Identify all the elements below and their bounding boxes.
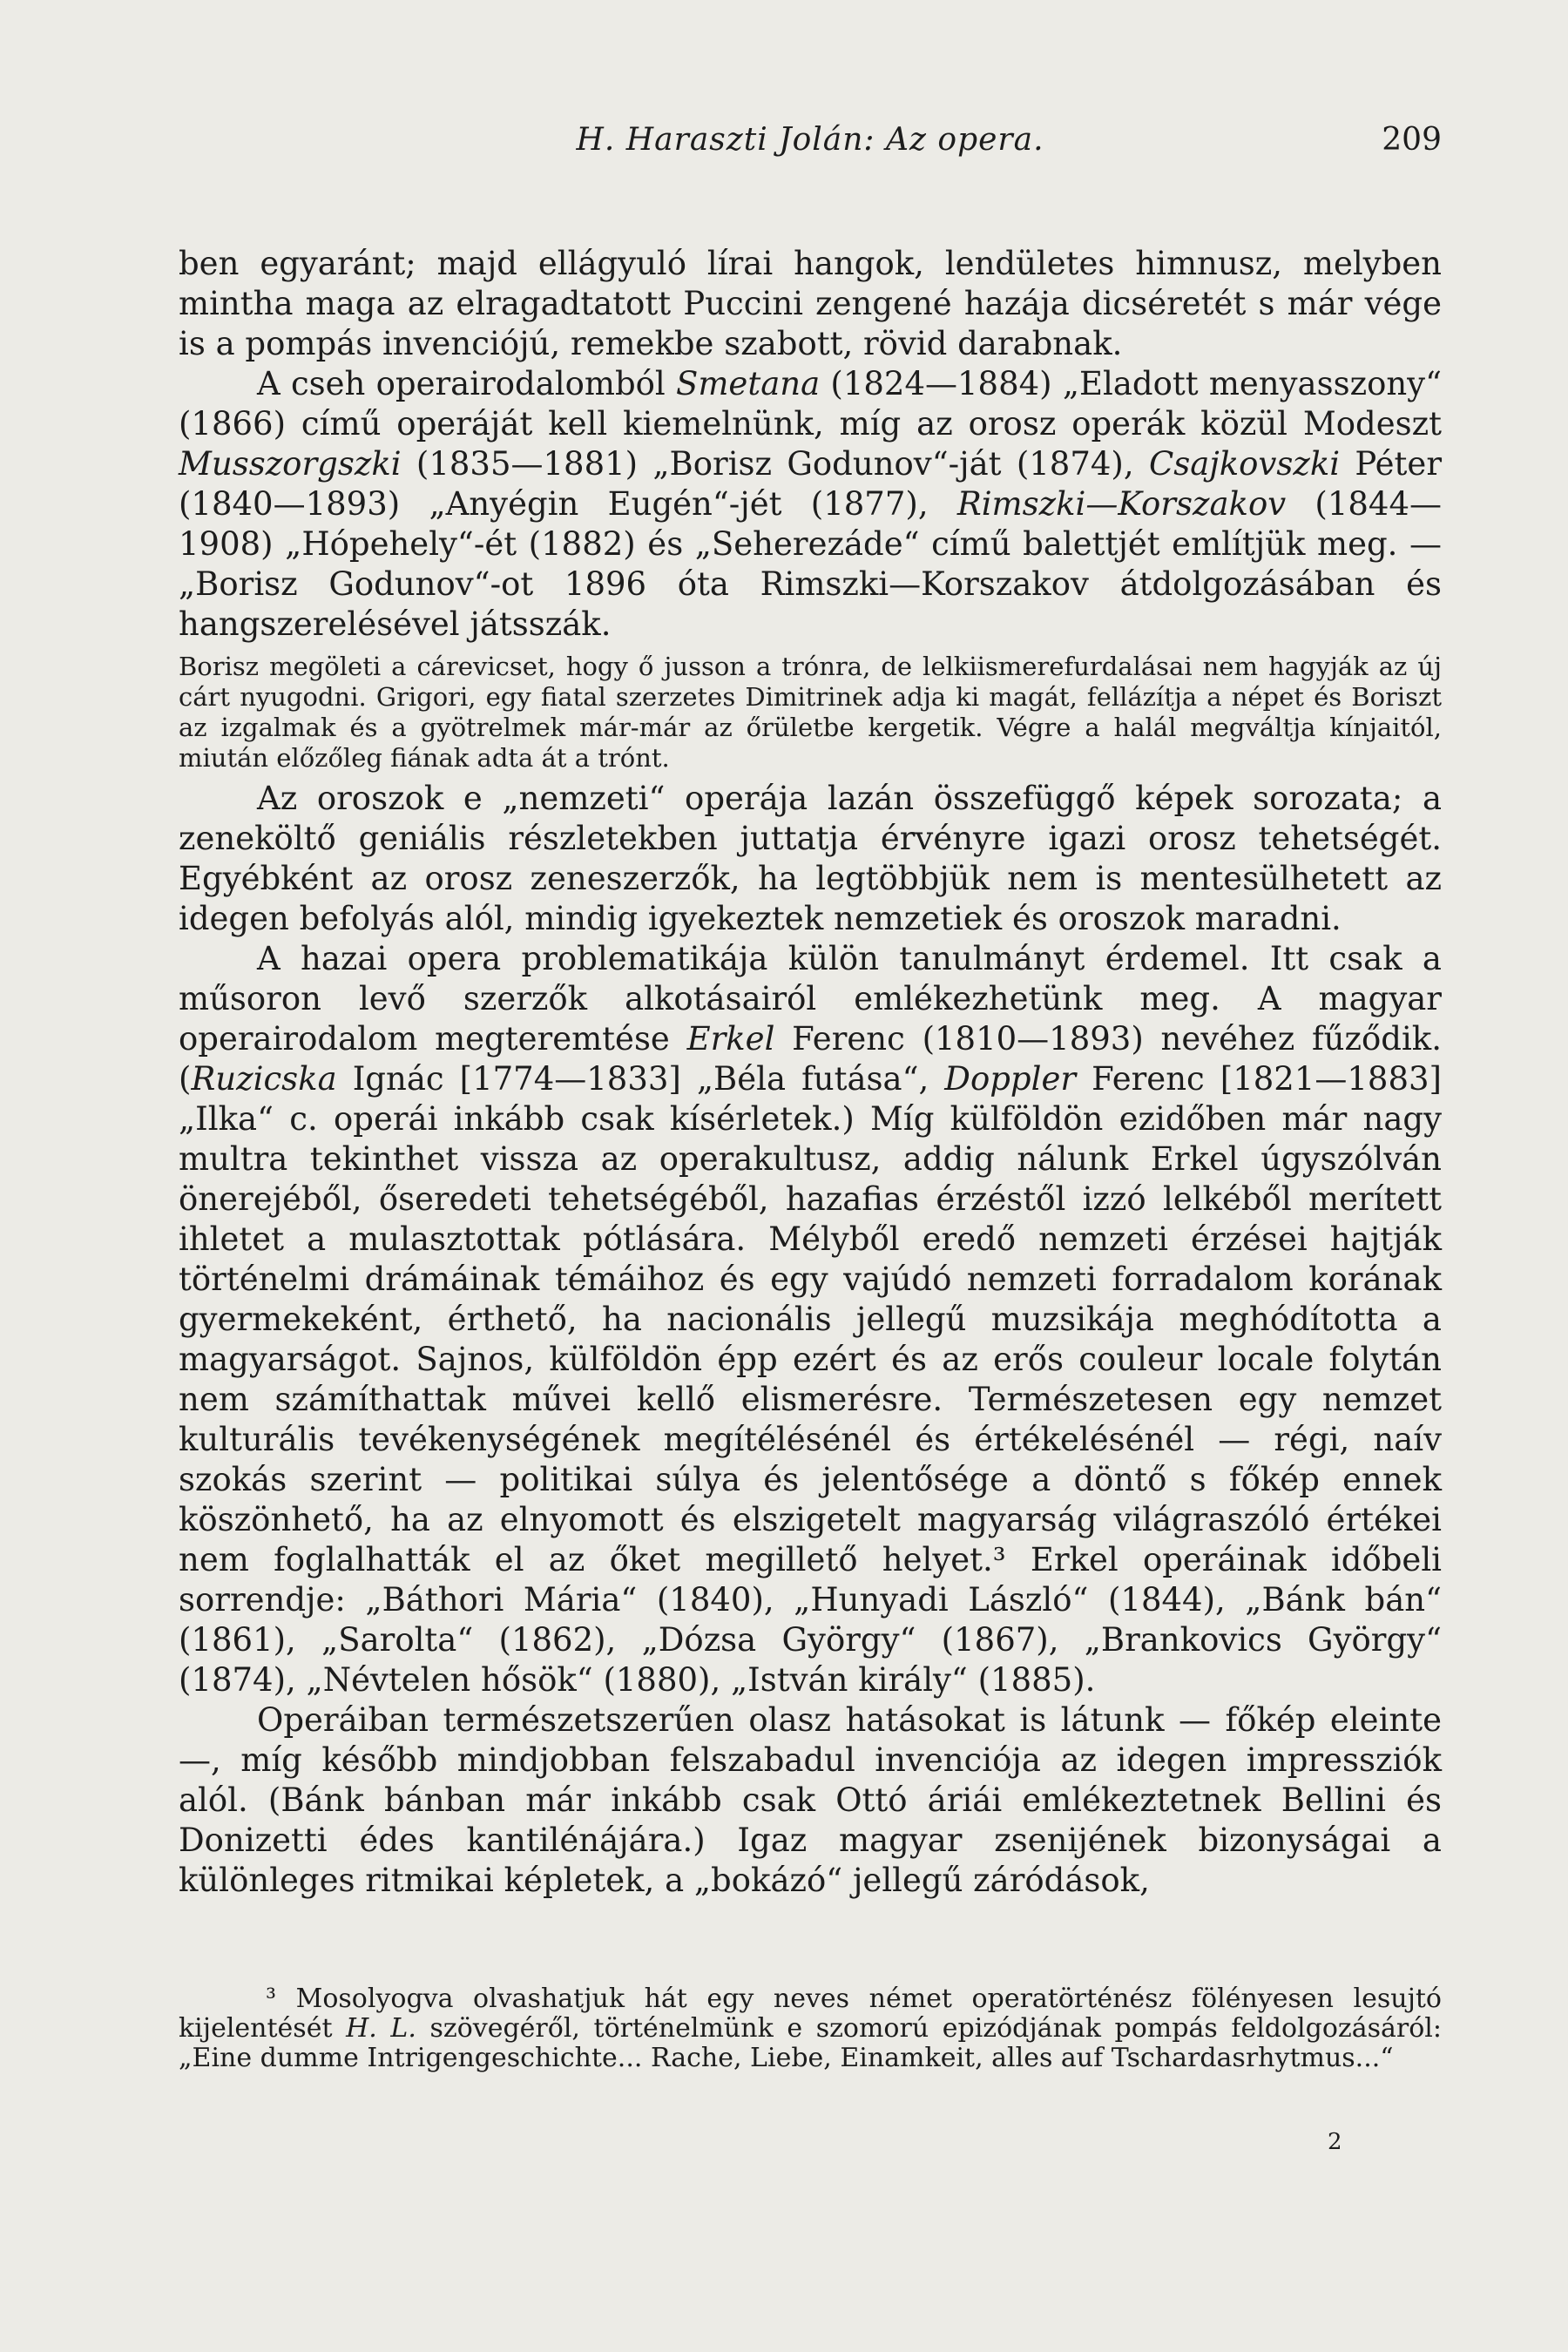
footnote-3: ³ Mosolyogva olvashatjuk hát egy neves német operatörténész fölényesen lesujtó kijelentését H. L. szövegéről, történelmünk e szomorú epizódjának pompás feldolgozásáról: „Eine dumme Intrigengeschichte... Rache, Liebe, Einamkeit, alles auf Tschardasrhytmus...“ [179, 1984, 1442, 2073]
running-title: H. Haraszti Jolán: Az opera. [576, 122, 1044, 158]
plot-note: Borisz megöleti a cárevicset, hogy ő jusson a trónra, de lelkiismerefurdalásai nem hagyják az új cárt nyugodni. Grigori, egy fiatal szerzetes Dimitrinek adja ki magát, fellázítja a népet és Boriszt az izgalmak és a gyötrelmek már-már az őrületbe kergetik. Végre a halál megváltja kínjaitól, miután előzőleg fiának adta át a trónt. [179, 652, 1442, 773]
page-number: 209 [1382, 122, 1442, 158]
name-musszorgszki: Musszorgszki [179, 445, 402, 483]
name-ruzicska: Ruzicska [191, 1060, 337, 1098]
paragraph-hungarian-opera: A hazai opera problematikája külön tanulmányt érdemel. Itt csak a műsoron levő szerzők alkotásairól emlékezhetünk meg. A magyar operairodalom megteremtése Erkel Ferenc (1810—1893) nevéhez fűződik. (Ruzicska Ignác [1774—1833] „Béla futása“, Doppler Ferenc [1821—1883] „Ilka“ c. operái inkább csak kísérletek.) Míg külföldön ezidőben már nagy multra tekinthet vissza az operakultusz, addig nálunk Erkel úgyszólván önerejéből, őseredeti tehetségéből, hazafias érzéstől izzó lelkéből merített ihletet a mulasztottak pótlására. Mélyből eredő nemzeti érzései hajtják történelmi drámáinak témáihoz és egy vajúdó nemzeti forradalom korának gyermekeként, érthető, ha nacionális jellegű muzsikája meghódította a magyarságot. Sajnos, külföldön épp ezért és az erős couleur locale folytán nem számíthattak művei kellő elismerésre. Természetesen egy nemzet kulturális tevékenységének megítélésénél és értékelésénél — régi, naív szokás szerint — politikai súlya és jelentősége a döntő s főkép ennek köszönhető, ha az elnyomott és elszigetelt magyarság világraszóló értékei nem foglalhatták el az őket megillető helyet.³ Erkel operáinak időbeli sorrendje: „Báthori Mária“ (1840), „Hunyadi László“ (1844), „Bánk bán“ (1861), „Sarolta“ (1862), „Dózsa György“ (1867), „Brankovics György“ (1874), „Névtelen hősök“ (1880), „István király“ (1885). [179, 940, 1442, 1699]
name-csajkovszki: Csajkovszki [1148, 445, 1341, 483]
signature-mark: 2 [1328, 2129, 1342, 2155]
name-smetana: Smetana [676, 365, 821, 402]
name-doppler: Doppler [944, 1060, 1077, 1098]
footnote [179, 1984, 1442, 2073]
page-header [179, 122, 1442, 174]
paragraph-russian-czech-opera: A cseh operairodalomból Smetana (1824—1884) „Eladott menyasszony“ (1866) című operáját kell kiemelnünk, míg az orosz operák közül Modeszt Musszorgszki (1835—1881) „Borisz Godunov“-ját (1874), Csajkovszki Péter (1840—1893) „Anyégin Eugén“-jét (1877), Rimszki—Korszakov (1844—1908) „Hópehely“-ét (1882) és „Seherezáde“ című balettjét említjük meg. — „Borisz Godunov“-ot 1896 óta Rimszki—Korszakov átdolgozásában és hangszerelésével játsszák. [179, 365, 1443, 643]
paragraph-continuation: ben egyaránt; majd ellágyuló lírai hangok, lendületes himnusz, melyben mintha maga az elragadtatott Puccini zengené hazája dicséretét s már vége is a pompás invenciójú, remekbe szabott, rövid darabnak. [179, 245, 1442, 362]
paragraph-national-opera: Az oroszok e „nemzeti“ operája lazán összefüggő képek sorozata; a zeneköltő geniális részletekben juttatja érvényre igazi orosz tehetségét. Egyébként az orosz zeneszerzők, ha legtöbbjük nem is mentesülhetett az idegen befolyás alól, mindig igyekeztek nemzetiek és oroszok maradni. [179, 780, 1442, 937]
name-erkel: Erkel [686, 1020, 775, 1058]
name-rimszki-korszakov: Rimszki—Korszakov [956, 485, 1287, 523]
footnote-initials: H. L. [346, 2013, 416, 2044]
paragraph-erkel-style: Operáiban természetszerűen olasz hatásokat is látunk — főkép eleinte —, míg később mindjobban felszabadul invenciója az idegen impressziók alól. (Bánk bánban már inkább csak Ottó áriái emlékeztetnek Bellini és Donizetti édes kantilénájára.) Igaz magyar zsenijének bizonyságai a különleges ritmikai képletek, a „bokázó“ jellegű záródások, [179, 1701, 1442, 1899]
main-text [179, 244, 1442, 1901]
